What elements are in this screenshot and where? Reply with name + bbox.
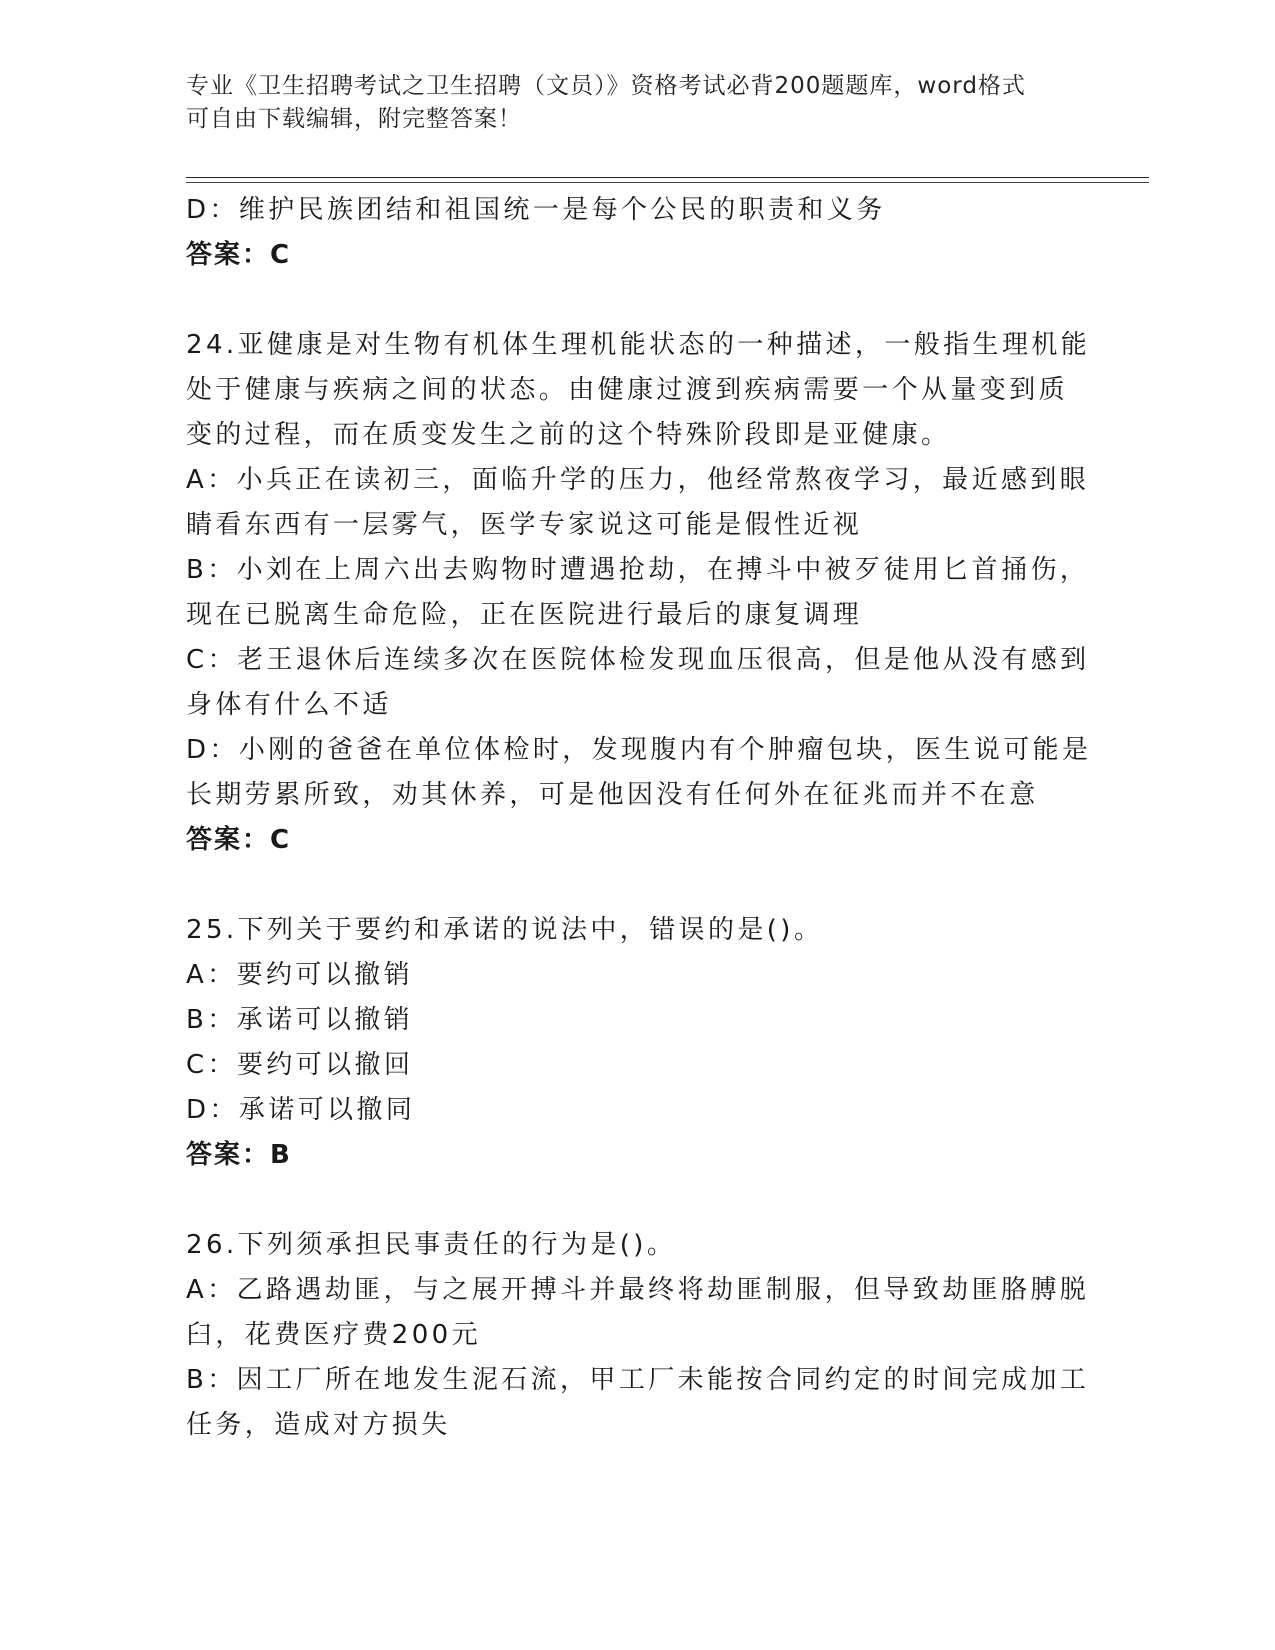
question-block [186, 323, 1092, 863]
question-text-line: 睛看东西有一层雾气，医学专家说这可能是假性近视 [186, 510, 863, 540]
question-text-line: D：维护民族团结和祖国统一是每个公民的职责和义务 [186, 195, 886, 225]
question-block [186, 908, 1086, 1178]
question-text-line: 长期劳累所致，劝其休养，可是他因没有任何外在征兆而并不在意 [186, 780, 1039, 810]
answer-line: 答案：C [186, 240, 292, 270]
page-header [186, 70, 1066, 136]
question-text-line: 臼，花费医疗费200元 [186, 1320, 482, 1350]
block-spacer [186, 863, 1086, 908]
block-spacer [186, 1178, 1086, 1223]
question-block [186, 1223, 1090, 1448]
question-text-line: 26.下列须承担民事责任的行为是()。 [186, 1230, 677, 1260]
question-text-line: A：小兵正在读初三，面临升学的压力，他经常熬夜学习，最近感到眼 [186, 465, 1090, 495]
header-title-line-2: 可自由下载编辑，附完整答案！ [186, 106, 522, 132]
question-text-line: 任务，造成对方损失 [186, 1410, 451, 1440]
header-divider [186, 177, 1149, 178]
question-text-line: A：要约可以撤销 [186, 960, 413, 990]
question-text-line: D：小刚的爸爸在单位体检时，发现腹内有个肿瘤包块，医生说可能是 [186, 735, 1092, 765]
question-text-line: C：老王退休后连续多次在医院体检发现血压很高，但是他从没有感到 [186, 645, 1090, 675]
header-divider-thin [186, 182, 1149, 183]
question-text-line: 现在已脱离生命危险，正在医院进行最后的康复调理 [186, 600, 863, 630]
question-text-line: 25.下列关于要约和承诺的说法中，错误的是()。 [186, 915, 824, 945]
answer-line: 答案：B [186, 1140, 292, 1170]
question-text-line: 处于健康与疾病之间的状态。由健康过渡到疾病需要一个从量变到质 [186, 375, 1069, 405]
block-spacer [186, 278, 1086, 323]
question-text-line: 身体有什么不适 [186, 690, 392, 720]
header-title-line-1: 专业《卫生招聘考试之卫生招聘（文员）》资格考试必背200题题库，word格式 [186, 73, 1026, 99]
question-text-line: 变的过程，而在质变发生之前的这个特殊阶段即是亚健康。 [186, 420, 951, 450]
question-text-line: A：乙路遇劫匪，与之展开搏斗并最终将劫匪制服，但导致劫匪胳膊脱 [186, 1275, 1090, 1305]
question-text-line: D：承诺可以撤同 [186, 1095, 416, 1125]
question-list [186, 188, 1092, 1448]
question-text-line: B：小刘在上周六出去购物时遭遇抢劫，在搏斗中被歹徒用匕首捅伤， [186, 555, 1090, 585]
question-text-line: B：承诺可以撤销 [186, 1005, 414, 1035]
answer-line: 答案：C [186, 825, 292, 855]
question-block [186, 188, 1086, 278]
question-text-line: 24.亚健康是对生物有机体生理机能状态的一种描述，一般指生理机能 [186, 330, 1091, 360]
question-text-line: C：要约可以撤回 [186, 1050, 414, 1080]
question-text-line: B：因工厂所在地发生泥石流，甲工厂未能按合同约定的时间完成加工 [186, 1365, 1090, 1395]
